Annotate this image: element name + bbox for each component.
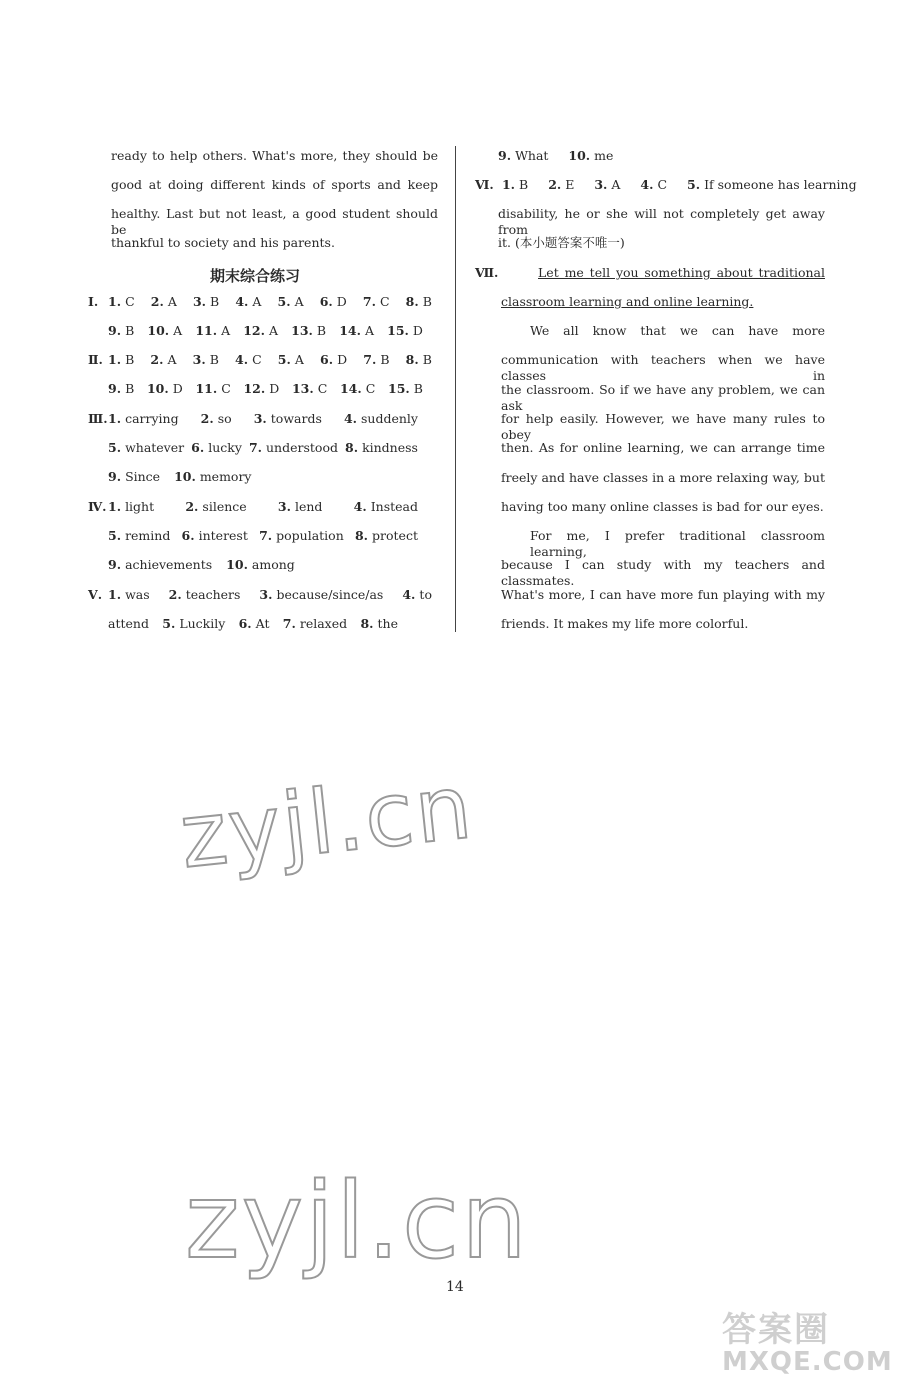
essay-heading: Let me tell you something about traditional <box>538 265 825 280</box>
section-numeral: Ⅲ. <box>88 411 108 426</box>
item-number: 9. <box>108 381 122 396</box>
item-number: 5. <box>108 440 122 455</box>
answer-item <box>360 616 398 632</box>
answer-item <box>169 587 241 603</box>
item-answer: B <box>209 352 219 367</box>
item-answer: A <box>252 294 262 309</box>
section-numeral: Ⅶ. <box>475 265 499 280</box>
item-answer: D <box>336 294 347 309</box>
item-answer: teachers <box>185 587 241 602</box>
item-answer: B <box>210 294 220 309</box>
item-number: 5. <box>277 352 291 367</box>
column-divider <box>455 146 456 632</box>
essay-line: For me, I prefer traditional classroom learning, <box>530 528 825 559</box>
item-answer: remind <box>125 528 171 543</box>
item-number: 14. <box>339 381 362 396</box>
item-answer: C <box>657 177 668 192</box>
answer-item <box>195 323 230 339</box>
answer-item <box>108 352 134 368</box>
item-number: 7. <box>362 294 376 309</box>
essay-line: because I can study with my teachers and classmates. <box>501 557 825 589</box>
essay-line: thankful to society and his parents. <box>111 235 335 250</box>
item-number: 10. <box>146 381 169 396</box>
item-answer: understood <box>266 440 338 455</box>
item-answer: lucky <box>208 440 242 455</box>
stamp-url: MXQE.COM <box>722 1347 893 1377</box>
item-answer: the <box>377 616 398 631</box>
item-answer: lend <box>294 499 323 514</box>
answer-item <box>108 557 212 573</box>
item-answer: Instead <box>370 499 418 514</box>
item-number: 7. <box>282 616 296 631</box>
essay-line: the classroom. So if we have any problem, we can ask <box>501 381 825 413</box>
item-number: 9. <box>108 323 122 338</box>
essay-line: good at doing different kinds of sports and keep <box>111 177 438 192</box>
item-number: 1. <box>108 587 122 602</box>
item-answer: A <box>364 323 375 338</box>
item-number: 11. <box>195 381 218 396</box>
answer-item <box>340 381 375 397</box>
answer-item <box>191 440 242 456</box>
answer-row <box>88 440 418 456</box>
answer-item <box>185 499 246 515</box>
item-answer: C <box>365 381 376 396</box>
item-answer: light <box>125 499 155 514</box>
item-answer: At <box>255 616 270 631</box>
item-answer: C <box>221 381 231 396</box>
answer-row <box>88 557 295 573</box>
item-number: 8. <box>405 294 419 309</box>
item-answer: D <box>412 323 423 338</box>
answer-item <box>147 323 182 339</box>
item-number: 3. <box>259 587 273 602</box>
answer-item <box>320 352 347 368</box>
item-answer: D <box>269 381 280 396</box>
item-number: 5. <box>687 177 701 192</box>
answer-item <box>406 294 432 310</box>
item-number: 12. <box>243 381 266 396</box>
item-number: 10. <box>147 323 170 338</box>
answer-item <box>108 499 154 515</box>
item-number: 10. <box>568 148 591 163</box>
item-number: 2. <box>200 411 214 426</box>
answer-item <box>108 469 160 485</box>
item-number: 9. <box>108 557 122 572</box>
item-answer: relaxed <box>299 616 348 631</box>
answer-item <box>259 528 344 544</box>
answer-item <box>151 294 177 310</box>
answer-line: disability, he or she will not completely get away from <box>498 206 825 237</box>
item-number: 8. <box>360 616 374 631</box>
item-number: 15. <box>387 323 409 338</box>
item-number: 12. <box>243 323 265 338</box>
answer-item <box>363 352 389 368</box>
item-number: 3. <box>192 352 206 367</box>
item-answer: A <box>167 352 177 367</box>
watermark: zyjl.cn <box>185 1160 530 1282</box>
item-answer: silence <box>202 499 247 514</box>
answer-item <box>174 469 251 485</box>
item-number: 7. <box>363 352 377 367</box>
answer-item <box>339 323 374 339</box>
item-answer: protect <box>372 528 418 543</box>
item-answer: A <box>294 294 304 309</box>
essay-line: for help easily. However, we have many rules to obey <box>501 410 825 442</box>
item-answer: suddenly <box>361 411 418 426</box>
answer-item <box>292 381 327 397</box>
answer-item <box>193 294 219 310</box>
item-answer: attend <box>108 616 149 631</box>
answer-item <box>249 440 338 456</box>
item-number: 4. <box>402 587 416 602</box>
answer-item <box>243 381 279 397</box>
item-number: 1. <box>108 352 122 367</box>
answer-row <box>88 499 418 515</box>
answer-item <box>283 616 347 632</box>
answer-item <box>259 587 383 603</box>
item-answer: so <box>217 411 232 426</box>
answer-item <box>147 381 183 397</box>
answer-item <box>235 352 262 368</box>
item-number: 2. <box>150 352 164 367</box>
item-answer: B <box>316 323 327 338</box>
item-answer: A <box>268 323 279 338</box>
answer-item <box>108 440 184 456</box>
item-number: 6. <box>191 440 205 455</box>
item-answer: Luckily <box>179 616 226 631</box>
item-number: 8. <box>354 528 369 543</box>
item-number: 4. <box>640 177 654 192</box>
answer-item <box>108 381 134 397</box>
item-number: 5. <box>108 528 122 543</box>
item-number: 6. <box>181 528 195 543</box>
item-number: 6. <box>320 352 334 367</box>
answer-item <box>363 294 390 310</box>
item-number: 4. <box>343 411 357 426</box>
answer-item <box>239 616 270 632</box>
site-stamp-logo <box>722 1302 892 1382</box>
item-answer: whatever <box>125 440 185 455</box>
item-answer: B <box>519 177 529 192</box>
item-answer: was <box>125 587 150 602</box>
item-answer: interest <box>198 528 248 543</box>
item-number: 4. <box>353 499 367 514</box>
answer-item <box>235 294 261 310</box>
answer-row <box>88 587 432 603</box>
answer-item <box>108 411 179 427</box>
item-answer: A <box>294 352 304 367</box>
answer-item <box>320 294 347 310</box>
item-number: 3. <box>253 411 267 426</box>
item-answer: D <box>172 381 183 396</box>
item-number: 8. <box>345 440 359 455</box>
item-answer: A <box>173 323 183 338</box>
answer-item <box>108 294 135 310</box>
item-answer: B <box>422 294 432 309</box>
answer-row <box>88 411 418 427</box>
item-number: 5. <box>277 294 291 309</box>
answer-item <box>108 587 150 603</box>
answer-item <box>402 587 432 603</box>
answer-item <box>278 294 304 310</box>
item-number: 6. <box>238 616 252 631</box>
item-number: 7. <box>248 440 262 455</box>
answer-row <box>88 294 432 310</box>
item-answer: because/since/as <box>276 587 384 602</box>
essay-line: freely and have classes in a more relaxing way, but <box>501 469 825 485</box>
item-number: 2. <box>168 587 182 602</box>
item-answer: What <box>515 148 549 163</box>
item-number: 10. <box>226 557 248 572</box>
essay-line: We all know that we can have more <box>530 323 825 338</box>
essay-line: having too many online classes is bad for our eyes. <box>501 498 824 514</box>
item-answer: A <box>221 323 231 338</box>
answer-item <box>278 352 304 368</box>
item-number: 6. <box>319 294 333 309</box>
item-number: 2. <box>150 294 164 309</box>
item-number: 4. <box>235 294 249 309</box>
item-number: 1. <box>108 411 122 426</box>
answer-row <box>475 177 857 193</box>
essay-line: ready to help others. What's more, they should be <box>111 148 438 163</box>
answer-item <box>254 411 322 427</box>
item-number: 3. <box>192 294 207 309</box>
item-number: 14. <box>339 323 361 338</box>
item-answer: C <box>317 381 328 396</box>
essay-heading: classroom learning and online learning. <box>501 294 754 309</box>
answer-item <box>150 352 176 368</box>
item-answer: among <box>251 557 295 572</box>
stamp-title: 答案圈 <box>722 1310 830 1350</box>
item-number: 1. <box>108 499 122 514</box>
page-number: 14 <box>446 1279 464 1295</box>
answer-item <box>193 352 219 368</box>
item-answer: C <box>379 294 390 309</box>
essay-line: communication with teachers when we have classes in <box>501 352 825 384</box>
answer-row <box>88 381 423 397</box>
section-title: 期末综合练习 <box>210 267 301 285</box>
item-answer: A <box>611 177 621 192</box>
item-answer: achievements <box>125 557 213 572</box>
item-number: 11. <box>195 323 218 338</box>
item-number: 5. <box>162 616 176 631</box>
item-answer: B <box>380 352 390 367</box>
answer-row <box>88 323 423 339</box>
answer-item <box>387 323 423 339</box>
answer-row <box>88 352 432 368</box>
item-answer: If someone has learning <box>704 177 857 192</box>
item-answer: B <box>422 352 432 367</box>
answer-item <box>354 499 418 515</box>
item-answer: C <box>252 352 262 367</box>
answer-line: it. (本小题答案不唯一) <box>498 235 625 250</box>
item-number: 3. <box>594 177 608 192</box>
essay-line: healthy. Last but not least, a good student should be <box>111 206 438 237</box>
item-answer: population <box>276 528 344 543</box>
answer-item <box>388 381 423 397</box>
item-answer: B <box>125 381 135 396</box>
item-answer: me <box>594 148 614 163</box>
answer-item <box>162 616 225 632</box>
item-answer: carrying <box>125 411 179 426</box>
item-answer: towards <box>270 411 322 426</box>
essay-line: What's more, I can have more fun playing with my <box>501 586 825 602</box>
answer-item <box>291 323 326 339</box>
item-answer: B <box>413 381 423 396</box>
answer-item <box>182 528 248 544</box>
item-answer: memory <box>199 469 252 484</box>
section-numeral: Ⅳ. <box>88 499 107 514</box>
item-answer: B <box>125 352 135 367</box>
answer-item <box>108 323 134 339</box>
item-number: 4. <box>235 352 249 367</box>
section-numeral: Ⅴ. <box>88 587 103 602</box>
item-number: 15. <box>388 381 410 396</box>
item-answer: B <box>125 323 135 338</box>
item-number: 1. <box>501 177 516 192</box>
item-answer: kindness <box>362 440 418 455</box>
item-answer: Since <box>125 469 161 484</box>
item-answer: to <box>419 587 432 602</box>
answer-row <box>88 469 252 485</box>
answer-item <box>355 528 418 544</box>
item-answer: C <box>125 294 135 309</box>
item-number: 13. <box>291 323 313 338</box>
answer-item <box>108 616 149 632</box>
answer-item <box>108 528 170 544</box>
essay-line: friends. It makes my life more colorful. <box>501 615 749 631</box>
item-number: 8. <box>405 352 419 367</box>
section-numeral: Ⅱ. <box>88 352 103 367</box>
item-number: 9. <box>498 148 512 163</box>
item-number: 7. <box>259 528 273 543</box>
item-number: 2. <box>548 177 562 192</box>
item-number: 13. <box>291 381 314 396</box>
section-numeral: Ⅰ. <box>88 294 99 309</box>
essay-line: then. As for online learning, we can arrange time <box>501 440 825 456</box>
answer-row <box>498 148 613 164</box>
item-number: 2. <box>185 499 199 514</box>
answer-item <box>243 323 278 339</box>
answer-item <box>344 411 418 427</box>
answer-row <box>88 616 398 632</box>
answer-item <box>226 557 295 573</box>
answer-item <box>278 499 323 515</box>
watermark: zyjl.cn <box>175 754 478 889</box>
answer-item <box>345 440 418 456</box>
section-numeral: Ⅵ. <box>475 177 494 192</box>
item-number: 3. <box>277 499 291 514</box>
answer-item <box>406 352 432 368</box>
answer-item <box>201 411 232 427</box>
item-answer: D <box>337 352 348 367</box>
item-number: 1. <box>108 294 122 309</box>
item-answer: A <box>167 294 177 309</box>
answer-row <box>88 528 418 544</box>
item-number: 10. <box>174 469 196 484</box>
item-number: 9. <box>108 469 122 484</box>
answer-item <box>195 381 230 397</box>
item-answer: E <box>565 177 575 192</box>
